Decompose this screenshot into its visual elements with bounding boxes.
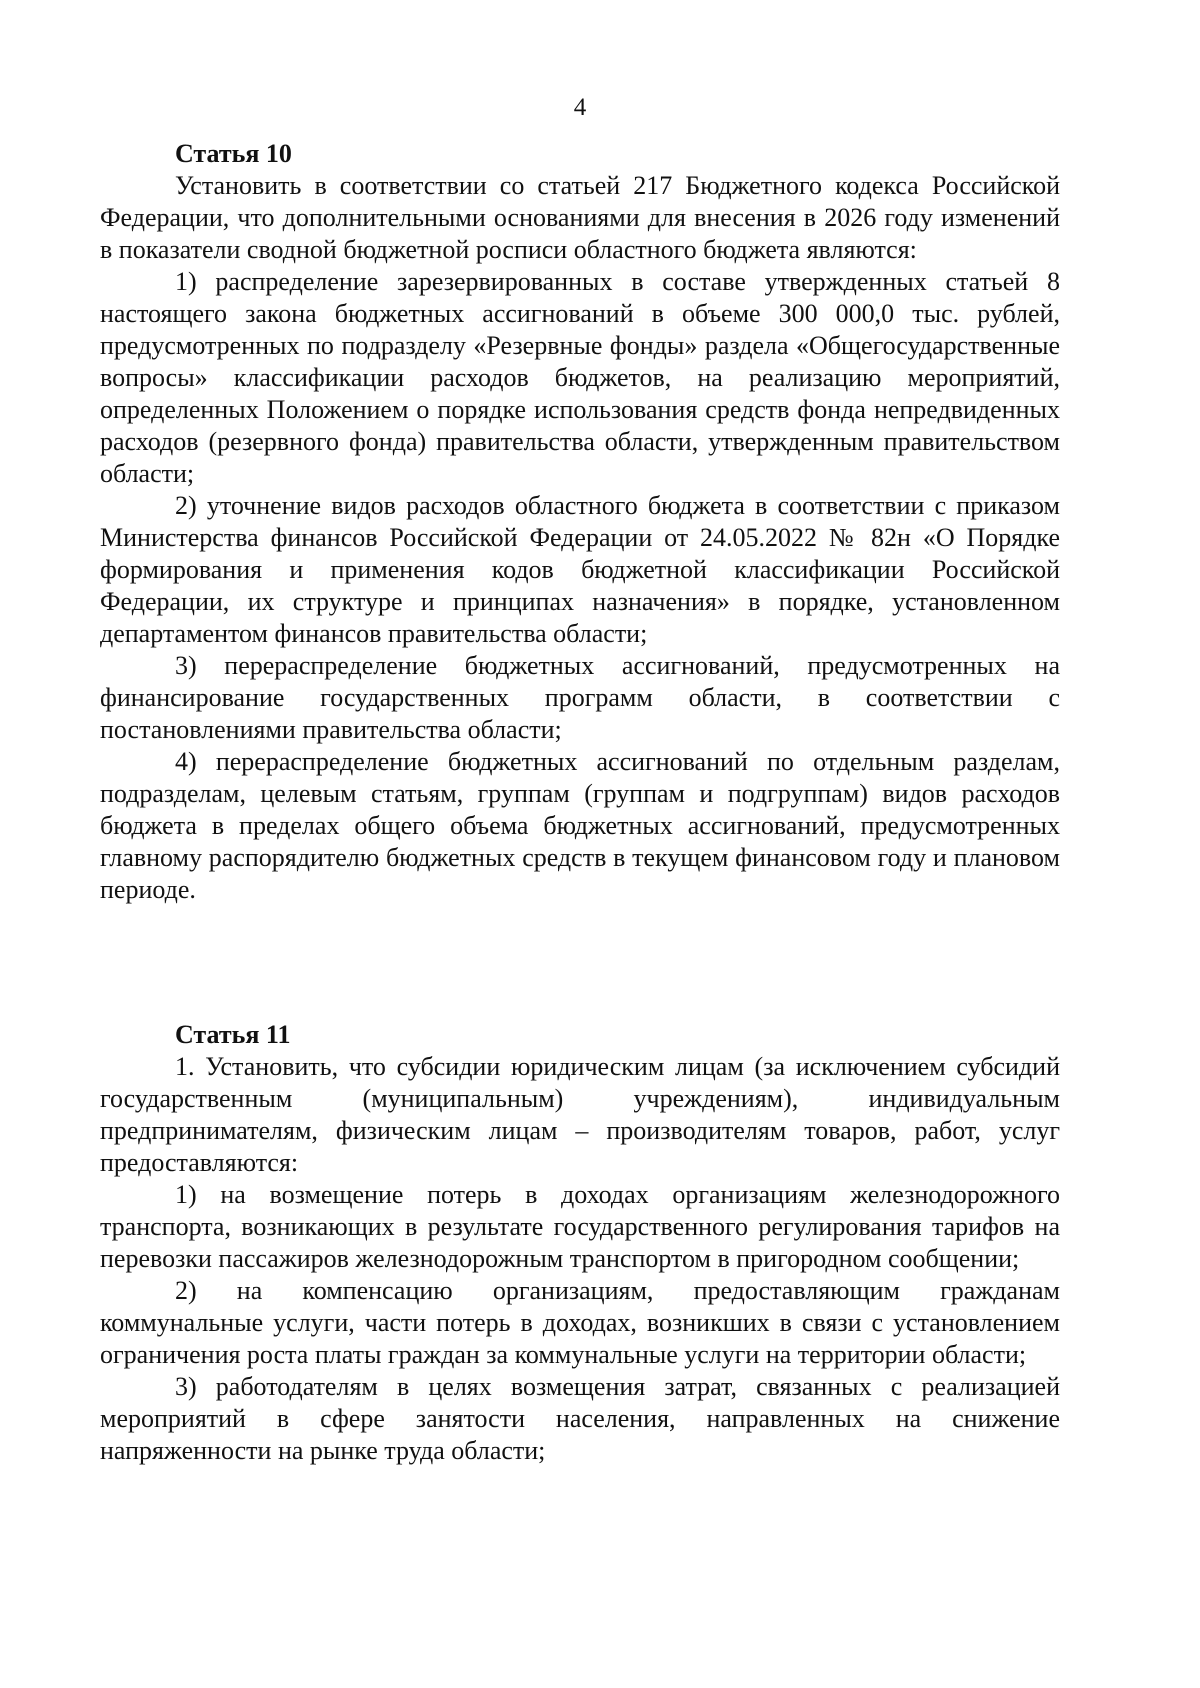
paragraph: 2) уточнение видов расходов областного бюджета в соответствии с приказом Министерства финансов Российской Федерации от 24.05.2022 № 82н «О Порядке формирования и применения кодов бюджетной классификации Российской Федерации, их структуре и принципах назначения» в порядке, установленном департаментом финансов правительства области; [100,491,1060,648]
page-number: 4 [573,94,587,121]
paragraph: 4) перераспределение бюджетных ассигнований по отдельным разделам, подразделам, целевым статьям, группам (группам и подгруппам) видов расходов бюджета в пределах общего объема бюджетных ассигнований, предусмотренных главному распорядителю бюджетных средств в текущем финансовом году и плановом периоде. [100,747,1060,904]
article-heading: Статья 10 [175,139,292,168]
article-11 [100,1019,1060,1467]
paragraph: 1) распределение зарезервированных в составе утвержденных статьей 8 настоящего закона бюджетных ассигнований в объеме 300 000,0 тыс. рублей, предусмотренных по подразделу «Резервные фонды» раздела «Общегосударственные вопросы» классификации расходов бюджетов, на реализацию мероприятий, определенных Положением о порядке использования средств фонда непредвиденных расходов (резервного фонда) правительства области, утвержденным правительством области; [100,267,1060,488]
paragraph: Установить в соответствии со статьей 217 Бюджетного кодекса Российской Федерации, что дополнительными основаниями для внесения в 2026 году изменений в показатели сводной бюджетной росписи областного бюджета являются: [100,171,1060,264]
paragraph: 1. Установить, что субсидии юридическим лицам (за исключением субсидий государственным (муниципальным) учреждениям), индивидуальным предпринимателям, физическим лицам – производителям товаров, работ, услуг предоставляются: [100,1052,1060,1177]
article-10 [100,138,1060,906]
paragraph: 2) на компенсацию организациям, предоставляющим гражданам коммунальные услуги, части потерь в доходах, возникших в связи с установлением ограничения роста платы граждан за коммунальные услуги на территории области; [100,1276,1060,1369]
paragraph: 1) на возмещение потерь в доходах организациям железнодорожного транспорта, возникающих в результате государственного регулирования тарифов на перевозки пассажиров железнодорожным транспортом в пригородном сообщении; [100,1180,1060,1273]
paragraph: 3) работодателям в целях возмещения затрат, связанных с реализацией мероприятий в сфере занятости населения, направленных на снижение напряженности на рынке труда области; [100,1372,1060,1465]
paragraph: 3) перераспределение бюджетных ассигнований, предусмотренных на финансирование государственных программ области, в соответствии с постановлениями правительства области; [100,651,1060,744]
article-heading: Статья 11 [175,1020,291,1049]
